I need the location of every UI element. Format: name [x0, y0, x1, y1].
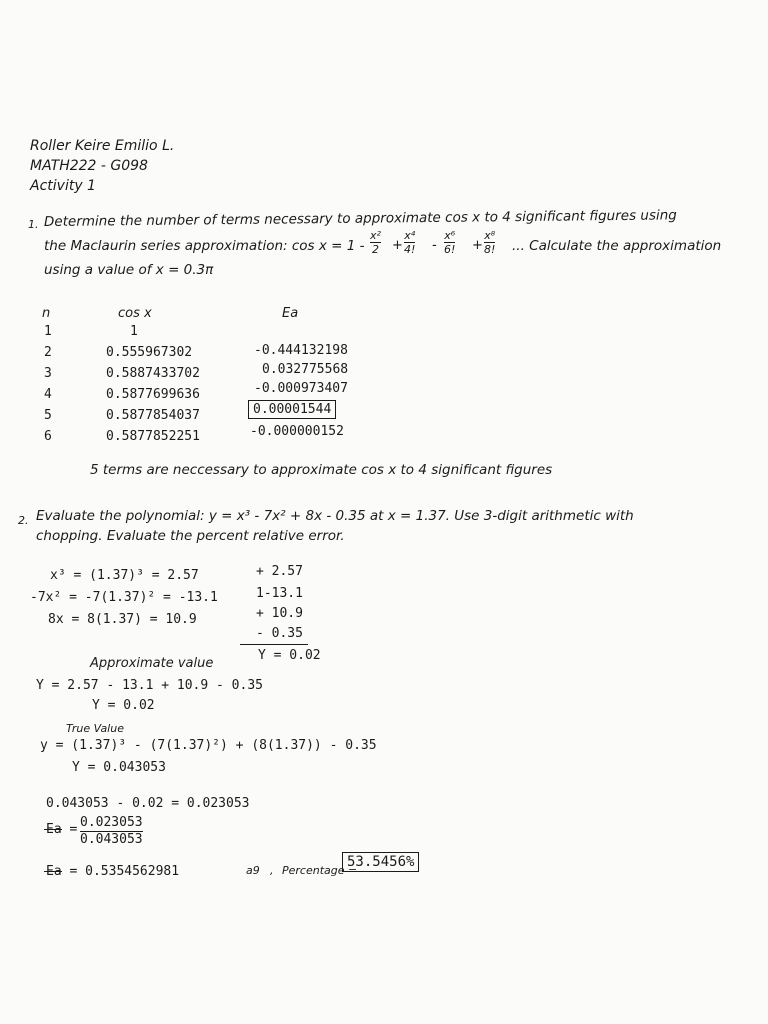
table-row-5-n: 5 [44, 408, 52, 423]
table-row-3-ea: 0.032775568 [262, 362, 349, 377]
table-row-5-ea-boxed: 0.00001544 [248, 400, 336, 419]
table-row-3-cos: 0.5887433702 [106, 366, 200, 381]
series-term-3: x⁶ 6! [444, 229, 456, 256]
problem2-line1: Evaluate the polynomial: y = x³ - 7x² + 8x - 0.35 at x = 1.37. Use 3-digit arithmetic with [36, 508, 634, 524]
percentage-label: Percentage = [282, 864, 358, 877]
percentage-value-boxed: 53.5456% [342, 852, 419, 872]
table-row-3-n: 3 [44, 366, 52, 381]
problem2-number: 2. [18, 514, 29, 527]
table-row-2-n: 2 [44, 345, 52, 360]
table-row-6-n: 6 [44, 429, 52, 444]
ea-final: Ea = 0.5354562981 [46, 864, 180, 879]
step-linear: 8x = 8(1.37) = 10.9 [48, 612, 197, 627]
problem1-conclusion: 5 terms are neccessary to approximate cos x to 4 significant figures [90, 462, 553, 478]
problem1-line1: Determine the number of terms necessary to approximate cos x to 4 significant figures using [43, 207, 677, 230]
ea-fraction: 0.023053 0.043053 [80, 815, 143, 847]
ea-tail: a9 [246, 864, 260, 877]
series-sign-3: - [432, 238, 437, 253]
sum-result: Y = 0.02 [258, 648, 321, 663]
series-sign-4: + [472, 238, 483, 253]
series-term-2: x⁴ 4! [404, 229, 416, 256]
sum-col-2: 1-13.1 [256, 586, 303, 601]
ea-label-strike [44, 829, 62, 830]
table-row-1-n: 1 [44, 324, 52, 339]
table-row-4-ea: -0.000973407 [254, 381, 348, 396]
ea-final-strike [44, 871, 62, 872]
table-row-2-cos: 0.555967302 [106, 345, 193, 360]
table-row-6-cos: 0.5877852251 [106, 429, 200, 444]
series-term-4: x⁸ 8! [484, 229, 496, 256]
table-row-6-ea: -0.000000152 [250, 424, 344, 439]
true-expression: y = (1.37)³ - (7(1.37)²) + (8(1.37)) - 0.35 [40, 738, 377, 753]
sum-rule [240, 644, 308, 645]
table-row-5-cos: 0.5877854037 [106, 408, 200, 423]
step-cube: x³ = (1.37)³ = 2.57 [50, 568, 199, 583]
sum-col-1: + 2.57 [256, 564, 303, 579]
sum-col-3: + 10.9 [256, 606, 303, 621]
student-name: Roller Keire Emilio L. [30, 138, 175, 154]
table-row-1-cos: 1 [130, 324, 138, 339]
problem1-line3: using a value of x = 0.3π [44, 262, 214, 278]
true-label: True Value [66, 722, 124, 735]
table-row-4-n: 4 [44, 387, 52, 402]
table-header-cos: cos x [118, 306, 152, 321]
sum-col-4: - 0.35 [256, 626, 303, 641]
step-square: -7x² = -7(1.37)² = -13.1 [30, 590, 218, 605]
series-sign-2: + [392, 238, 403, 253]
problem1-line2b: ... Calculate the approximation [512, 238, 722, 254]
table-row-4-cos: 0.5877699636 [106, 387, 200, 402]
series-term-1: x² 2 [370, 229, 381, 256]
true-result: Y = 0.043053 [72, 760, 166, 775]
approx-label: Approximate value [90, 656, 214, 671]
ea-comma: , [270, 864, 274, 877]
difference: 0.043053 - 0.02 = 0.023053 [46, 796, 250, 811]
activity-title: Activity 1 [30, 178, 96, 194]
approx-result: Y = 0.02 [92, 698, 155, 713]
table-row-2-ea: -0.444132198 [254, 343, 348, 358]
course-code: MATH222 - G098 [30, 158, 148, 174]
problem1-line2a: the Maclaurin series approximation: cos x = 1 - [44, 238, 365, 254]
table-header-ea: Ea [282, 306, 299, 321]
ea-label: Ea = [46, 822, 78, 837]
approx-expression: Y = 2.57 - 13.1 + 10.9 - 0.35 [36, 678, 263, 693]
problem1-number: 1. [28, 218, 39, 231]
table-header-n: n [42, 306, 51, 321]
problem2-line2: chopping. Evaluate the percent relative error. [36, 528, 345, 544]
